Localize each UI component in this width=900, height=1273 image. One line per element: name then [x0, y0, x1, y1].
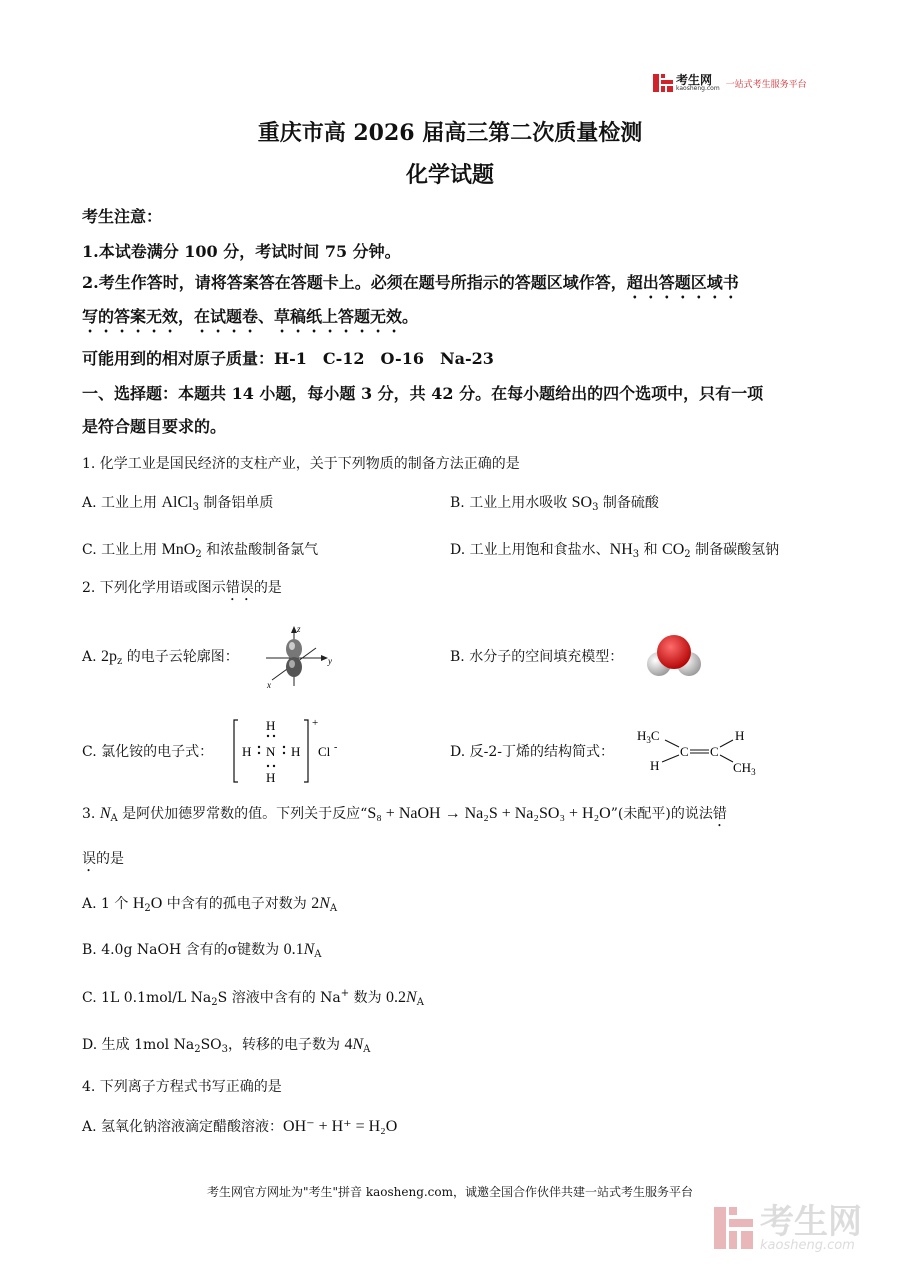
- q2-option-c: C. 氯化铵的电子式：: [82, 744, 214, 760]
- d-h-right: H: [735, 728, 745, 743]
- nh4-n: N: [266, 744, 276, 759]
- notice-heading: 考生注意：: [82, 207, 163, 226]
- nh4-charge: +: [312, 717, 319, 729]
- d-h3c: $H_3C$: [637, 728, 660, 745]
- logo-sub: kaosheng.com: [676, 85, 720, 92]
- q1-option-c: C. 工业上用 MnO$_2$ 和浓盐酸制备氯气: [82, 541, 319, 560]
- axis-x-label: x: [267, 680, 271, 690]
- q3-option-a: A. 1 个 $H_2O$ 中含有的孤电子对数为 $2N_A$: [82, 895, 338, 914]
- page-title: 重庆市高 2026 届高三第二次质量检测: [257, 120, 643, 146]
- d-c-left: C: [680, 744, 689, 759]
- q1-stem: 1. 化学工业是国民经济的支柱产业，关于下列物质的制备方法正确的是: [82, 456, 520, 472]
- q4-option-a: A. 氢氧化钠溶液滴定醋酸溶液：OH⁻ + H⁺ = H₂O: [82, 1118, 398, 1135]
- notice-item-2-line1: 2.考生作答时，请将答案答在答题卡上。必须在题号所指示的答题区域作答，超出答题区域书: [82, 273, 739, 292]
- watermark-domain: kaosheng.com: [760, 1237, 855, 1253]
- q3-option-b: B. 4.0g NaOH 含有的σ键数为 $0.1N_A$: [82, 941, 322, 960]
- q3-option-d: D. 生成 1mol $Na_2SO_3$，转移的电子数为 $4N_A$: [82, 1036, 371, 1055]
- section1-heading-line2: 是符合题目要求的。: [82, 417, 227, 436]
- chloride-charge: -: [334, 742, 338, 753]
- header-logo: [652, 72, 807, 94]
- d-c-right: C: [710, 744, 719, 759]
- page-footer: 考生网官方网址为"考生"拼音 kaosheng.com，诚邀全国合作伙伴共建一站式考生服务平台: [206, 1185, 694, 1199]
- q3-option-c: C. 1L 0.1mol/L $Na_2S$ 溶液中含有的 Na+ 数为 $0.2N_A$: [82, 988, 424, 1008]
- q3-stem-line1: 3. $N_A$ 是阿伏加德罗常数的值。下列关于反应“S₈ + NaOH → Na₂S + Na₂SO₃ + H₂O”(未配平)的说法错: [82, 805, 727, 824]
- section1-heading-line1: 一、选择题：本题共 14 小题，每小题 3 分，共 42 分。在每小题给出的四个选项中，只有一项: [82, 384, 764, 403]
- 2pz-orbital-diagram: [258, 620, 338, 692]
- notice-item-2-line2: 写的答案无效，在试题卷、草稿纸上答题无效。: [82, 307, 419, 326]
- kaosheng-logo-icon: [652, 72, 674, 94]
- axis-z-label: z: [297, 624, 301, 634]
- ammonium-chloride-electron-formula: [228, 712, 348, 788]
- q2-option-d: D. 反-2-丁烯的结构简式：: [450, 744, 614, 760]
- q1-option-a: A. 工业上用 AlCl$_3$ 制备铝单质: [82, 494, 274, 513]
- atomic-masses: 可能用到的相对原子质量：H-1 C-12 O-16 Na-23: [82, 349, 494, 368]
- q2-option-b: B. 水分子的空间填充模型：: [450, 649, 624, 665]
- trans-2-butene-structure: [635, 722, 765, 780]
- nh4-h-bottom: H: [266, 770, 276, 785]
- logo-slogan: 一站式考生服务平台: [725, 79, 807, 90]
- nh4-h-left: H: [242, 744, 252, 759]
- d-ch3: $CH_3$: [733, 760, 756, 777]
- chloride: Cl: [318, 744, 331, 759]
- watermark: [712, 1203, 862, 1253]
- q4-stem: 4. 下列离子方程式书写正确的是: [82, 1079, 282, 1095]
- kaosheng-watermark-icon: [712, 1203, 756, 1253]
- q2-stem: 2. 下列化学用语或图示错误的是: [82, 580, 282, 596]
- d-h-left: H: [650, 758, 660, 773]
- page-subtitle: 化学试题: [405, 162, 494, 188]
- water-space-filling-model: [645, 630, 703, 682]
- q2-option-a: A. $2p_z$ 的电子云轮廓图：: [82, 648, 239, 667]
- q1-option-b: B. 工业上用水吸收 $SO_3$ 制备硫酸: [450, 494, 659, 513]
- notice-item-1: 1.本试卷满分 100 分，考试时间 75 分钟。: [82, 242, 401, 261]
- q3-stem-line2: 误的是: [82, 851, 124, 867]
- nh4-h-top: H: [266, 718, 276, 733]
- axis-y-label: y: [328, 656, 332, 666]
- watermark-text: 考生网: [760, 1201, 862, 1242]
- logo-text: 考生网: [676, 73, 713, 87]
- nh4-h-right: H: [291, 744, 301, 759]
- q1-option-d: D. 工业上用饱和食盐水、$NH_3$ 和 $CO_2$ 制备碳酸氢钠: [450, 541, 780, 560]
